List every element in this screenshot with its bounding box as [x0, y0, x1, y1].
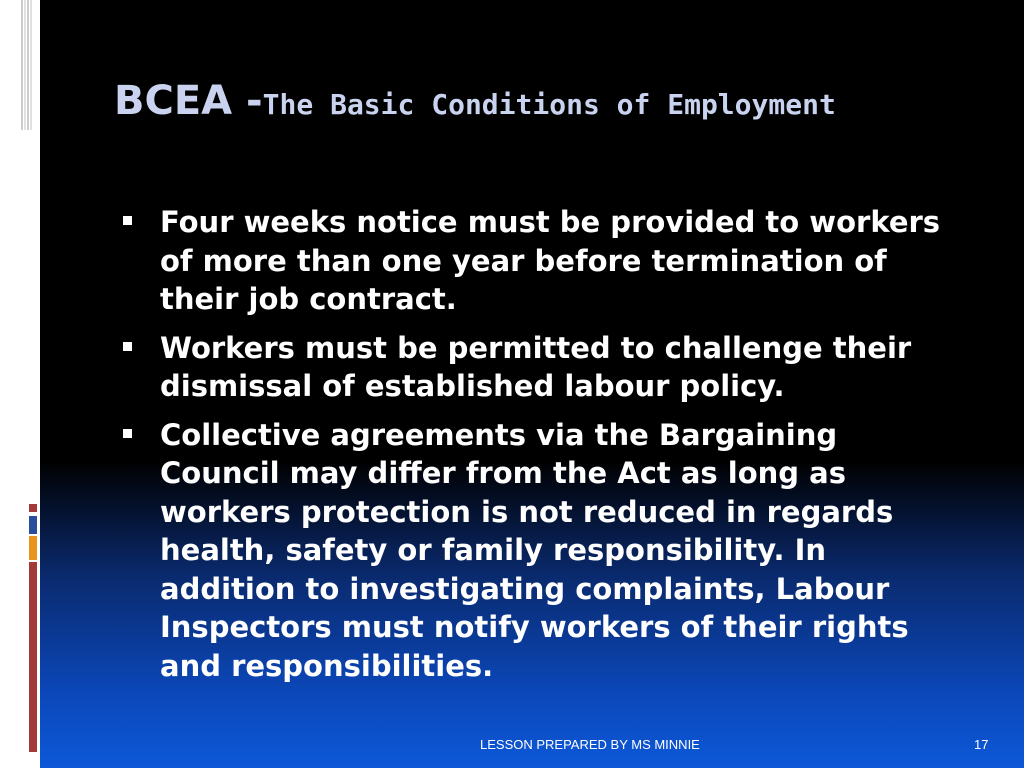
title-subtitle: The Basic Conditions of Employment	[262, 88, 836, 121]
page-number: 17	[974, 737, 989, 752]
bullet-text: Collective agreements via the Bargaining Council may differ from the Act as long as workers protection is not reduced in regards health, safety or family responsibility. In addition to investigating complaints, Labour Inspectors must notify workers of their rights and responsibilities.	[160, 417, 909, 683]
bullet-list	[118, 203, 958, 695]
bullet-item-3	[118, 416, 958, 686]
slide-title	[114, 74, 994, 136]
bullet-item-2	[118, 329, 958, 406]
title-main: BCEA -	[114, 78, 263, 124]
bullet-text: Four weeks notice must be provided to workers of more than one year before termination of their job contract.	[160, 205, 941, 316]
bullet-item-1	[118, 203, 958, 319]
slide-footer	[0, 737, 1024, 755]
bullet-square-icon	[123, 342, 132, 351]
decorative-bars-graphic	[0, 0, 40, 768]
bullet-square-icon	[123, 429, 132, 438]
bullet-text: Workers must be permitted to challenge their dismissal of established labour policy.	[160, 330, 912, 403]
left-decoration-strip	[0, 0, 40, 768]
bullet-square-icon	[123, 216, 132, 225]
footer-text: LESSON PREPARED BY MS MINNIE	[480, 737, 700, 752]
